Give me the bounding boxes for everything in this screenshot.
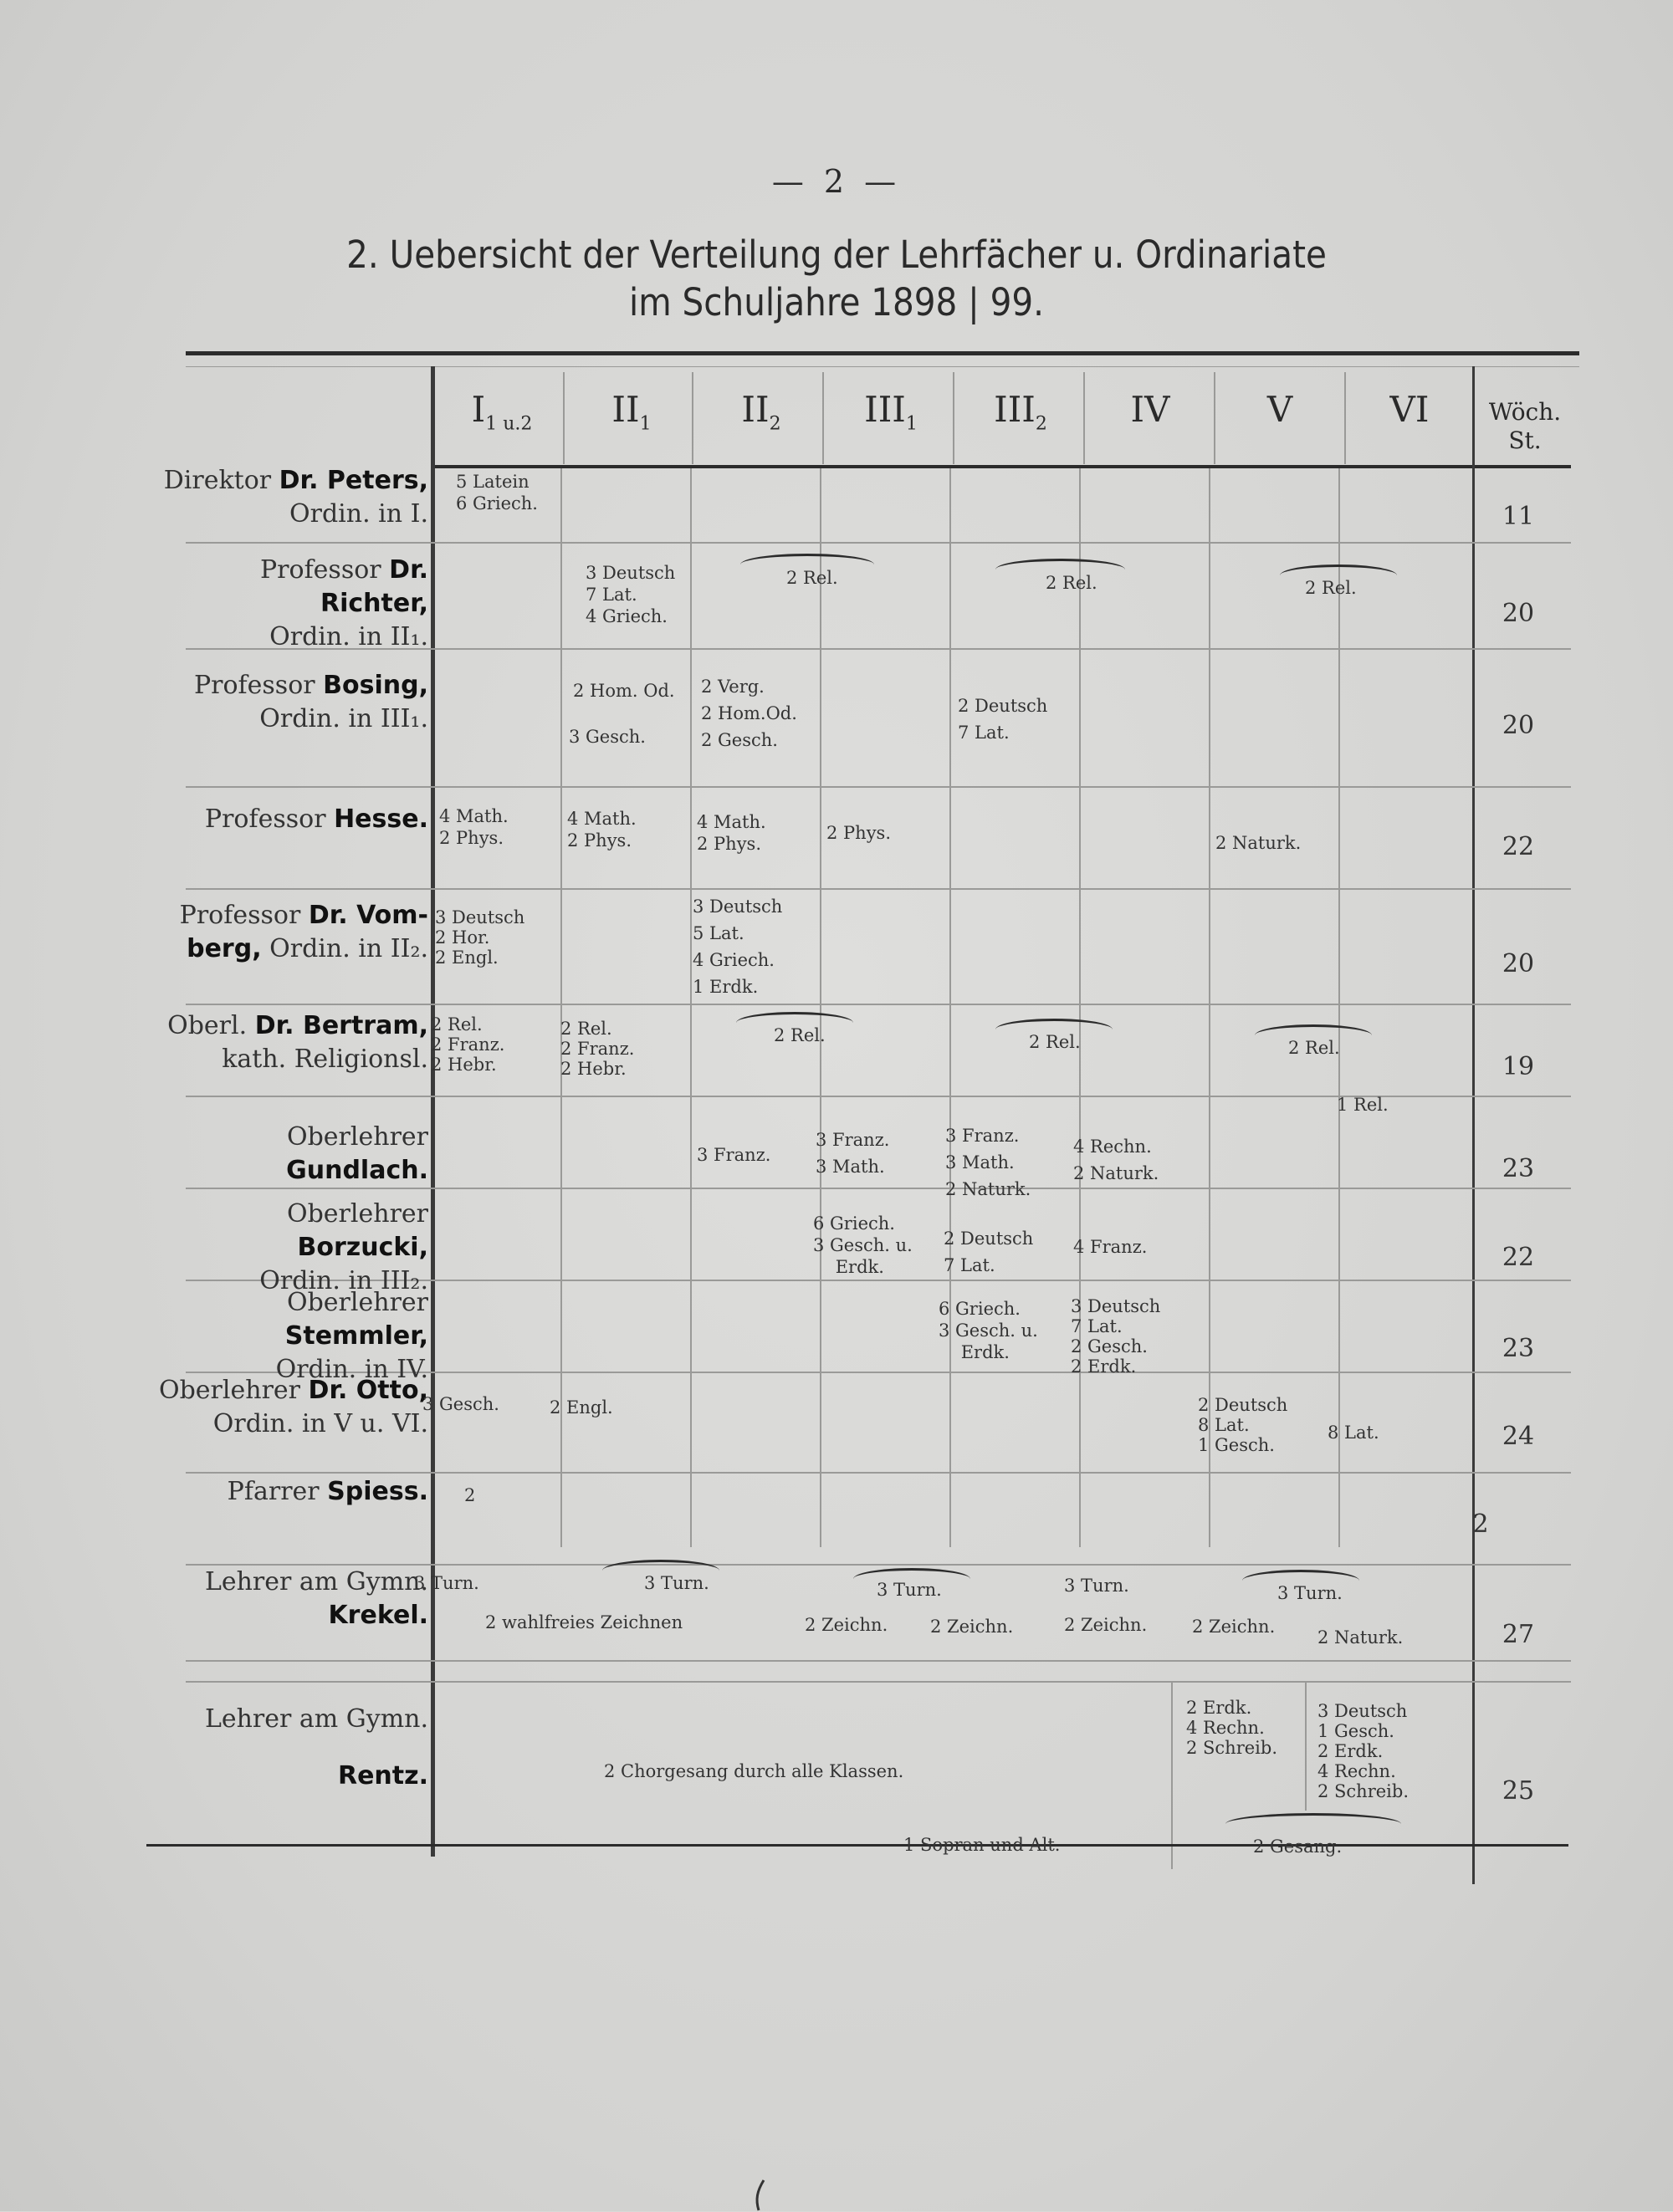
cell-bosing-II1-a: 2 Hom. Od. [573,681,675,701]
col-header-III2: $III_2$ [994,389,1047,435]
cell-otto-II1: 2 Engl. [550,1397,613,1418]
total-hesse: 22 [1502,832,1535,861]
cell-krekel-zeichn-III2: 2 Zeichn. [930,1617,1014,1637]
cell-gundlach-II2: 3 Franz. [697,1145,771,1165]
total-stemmler: 23 [1502,1334,1535,1363]
cell-krekel-I: 3 Turn. [414,1573,479,1593]
column-rule [1209,468,1210,1547]
cell-bertram-II-rel: 2 Rel. [774,1025,826,1045]
cell-bosing-II2: 2 Verg. 2 Hom.Od. 2 Gesch. [701,677,797,750]
teacher-richter: Professor Dr. Richter, Ordin. in II₁. [259,555,428,651]
page-number: — 2 — [771,163,902,200]
row-rule [186,1660,1571,1662]
column-rule [1305,1681,1307,1811]
cell-stemmler-IV: 3 Deutsch 7 Lat. 2 Gesch. 2 Erdk. [1071,1296,1161,1377]
col-header-I: $I_{1 u.2}$ [471,389,533,435]
total-gundlach: 23 [1502,1154,1535,1183]
teacher-hesse: Professor Hesse. [204,805,428,834]
row-rule [186,1472,1571,1474]
total-otto: 24 [1502,1422,1535,1451]
cell-gundlach-III1: 3 Franz. 3 Math. [816,1130,890,1177]
cell-krekel-II-turn: 3 Turn. [644,1573,709,1593]
total-richter: 20 [1502,599,1535,628]
column-rule [1214,372,1215,464]
col-header-total: Wöch. St. [1488,398,1562,454]
teacher-bertram: Oberl. Dr. Bertram, kath. Religionsl. [167,1011,428,1074]
col-header-III1: $III_1$ [864,389,918,435]
total-bertram: 19 [1502,1052,1535,1081]
cell-stemmler-III2: 6 Griech. 3 Gesch. u. Erdk. [939,1299,1038,1362]
cell-bosing-III2: 2 Deutsch 7 Lat. [958,696,1048,743]
column-rule [1338,468,1340,1547]
cell-krekel-V-turn: 3 Turn. [1277,1583,1343,1603]
cell-richter-III-rel: 2 Rel. [1046,573,1097,593]
col-header-II2: $II_2$ [741,389,781,435]
column-rule [1083,372,1085,464]
teacher-rentz: Lehrer am Gymn. Rentz. [204,1704,428,1791]
cell-hesse-II2: 4 Math. 2 Phys. [697,812,766,854]
cell-hesse-II1: 4 Math. 2 Phys. [567,809,637,851]
cell-rentz-sopran: 1 Sopran und Alt. [903,1835,1061,1855]
cell-krekel-III-turn: 3 Turn. [877,1580,942,1600]
cell-bertram-II1: 2 Rel. 2 Franz. 2 Hebr. [560,1019,635,1079]
cell-bertram-V-rel: 2 Rel. [1288,1038,1340,1058]
col-header-V: V [1266,389,1293,430]
total-rentz: 25 [1502,1776,1535,1806]
cell-bosing-II1-b: 3 Gesch. [569,727,646,747]
total-borzucki: 22 [1502,1243,1535,1272]
cell-krekel-IV-turn: 3 Turn. [1064,1576,1129,1596]
cell-bertram-I: 2 Rel. 2 Franz. 2 Hebr. [431,1014,505,1075]
cell-borzucki-III2: 2 Deutsch 7 Lat. [944,1229,1034,1275]
cell-richter-V-rel: 2 Rel. [1305,578,1357,598]
row-rule [186,1188,1571,1189]
table-top-thin-rule [186,366,1579,367]
cell-gundlach-III2: 3 Franz. 3 Math. 2 Naturk. [945,1126,1031,1199]
header-bottom-rule [433,465,1571,468]
document-subtitle: im Schuljahre 1898 | 99. [629,280,1044,324]
cell-spiess-I: 2 [464,1485,476,1505]
cell-rentz-chorgesang: 2 Chorgesang durch alle Klassen. [604,1761,904,1781]
total-spiess: 2 [1472,1510,1489,1539]
cell-richter-II1: 3 Deutsch 7 Lat. 4 Griech. [586,563,676,626]
cell-otto-V: 2 Deutsch 8 Lat. 1 Gesch. [1198,1395,1288,1455]
teacher-otto: Oberlehrer Dr. Otto, Ordin. in V u. VI. [159,1376,428,1438]
cell-bertram-III-rel: 2 Rel. [1029,1032,1081,1052]
total-vomberg: 20 [1502,949,1535,978]
teacher-column-rule [431,366,435,1857]
cell-rentz-gesang: 2 Gesang. [1253,1837,1343,1857]
teacher-bosing: Professor Bosing, Ordin. in III₁. [193,671,428,733]
cell-borzucki-IV: 4 Franz. [1073,1237,1148,1257]
row-rule [186,1681,1571,1683]
totals-column-rule [1472,366,1475,1884]
cell-krekel-zeichn-V: 2 Zeichn. [1192,1617,1276,1637]
teacher-stemmler: Oberlehrer Stemmler, Ordin. in IV. [275,1288,428,1384]
row-rule [186,542,1571,544]
cell-gundlach-IV: 4 Rechn. 2 Naturk. [1073,1137,1159,1183]
document-title: 2. Uebersicht der Verteilung der Lehrfächer u. Ordinariate [346,232,1327,277]
teacher-peters: Direktor Dr. Peters, Ordin. in I. [163,466,428,529]
ink-mark [749,2179,774,2212]
row-rule [186,786,1571,788]
column-rule [1171,1681,1173,1869]
col-header-II1: $II_1$ [611,389,652,435]
col-header-VI: VI [1389,389,1430,430]
teacher-borzucki: Oberlehrer Borzucki, Ordin. in III₂. [259,1199,428,1295]
column-rule [1344,372,1346,464]
cell-peters-I: 5 Latein 6 Griech. [456,472,538,513]
cell-rentz-VI: 3 Deutsch 1 Gesch. 2 Erdk. 4 Rechn. 2 Schreib. [1317,1701,1410,1801]
cell-hesse-V: 2 Naturk. [1215,833,1302,853]
teacher-spiess: Pfarrer Spiess. [227,1477,428,1506]
teacher-gundlach: Oberlehrer Gundlach. [286,1122,428,1185]
cell-otto-VI: 8 Lat. [1328,1423,1379,1443]
row-rule [186,1004,1571,1005]
cell-borzucki-III1: 6 Griech. 3 Gesch. u. Erdk. [813,1213,913,1277]
cell-krekel-zeichn-IV: 2 Zeichn. [1064,1615,1148,1635]
cell-richter-II-rel: 2 Rel. [786,568,838,588]
cell-krekel-zeichn-III1: 2 Zeichn. [805,1615,888,1635]
cell-krekel-zeichnen: 2 wahlfreies Zeichnen [485,1612,683,1632]
column-rule [1079,468,1081,1547]
total-bosing: 20 [1502,711,1535,740]
cell-vomberg-II2: 3 Deutsch 5 Lat. 4 Griech. 1 Erdk. [693,897,783,997]
cell-vomberg-I: 3 Deutsch 2 Hor. 2 Engl. [435,907,525,968]
cell-otto-I: 3 Gesch. [422,1394,499,1414]
table-top-rule [186,351,1579,355]
col-header-IV: IV [1130,389,1170,430]
total-peters: 11 [1502,502,1535,531]
column-rule [690,468,692,1547]
row-rule [186,888,1571,890]
column-rule [820,468,821,1547]
teacher-krekel: Lehrer am Gymn. Krekel. [204,1567,428,1630]
table-bottom-rule [146,1844,1568,1847]
column-rule [560,468,562,1547]
teacher-vomberg: Professor Dr. Vom- berg, Ordin. in II₂. [179,901,428,963]
total-krekel: 27 [1502,1620,1535,1649]
cell-hesse-III1: 2 Phys. [826,823,892,843]
cell-rentz-V: 2 Erdk. 4 Rechn. 2 Schreib. [1186,1698,1278,1758]
column-rule [949,468,951,1547]
cell-krekel-VI: 2 Naturk. [1317,1627,1404,1648]
cell-bertram-VI: 1 Rel. [1337,1095,1389,1115]
cell-hesse-I: 4 Math. 2 Phys. [439,806,509,848]
